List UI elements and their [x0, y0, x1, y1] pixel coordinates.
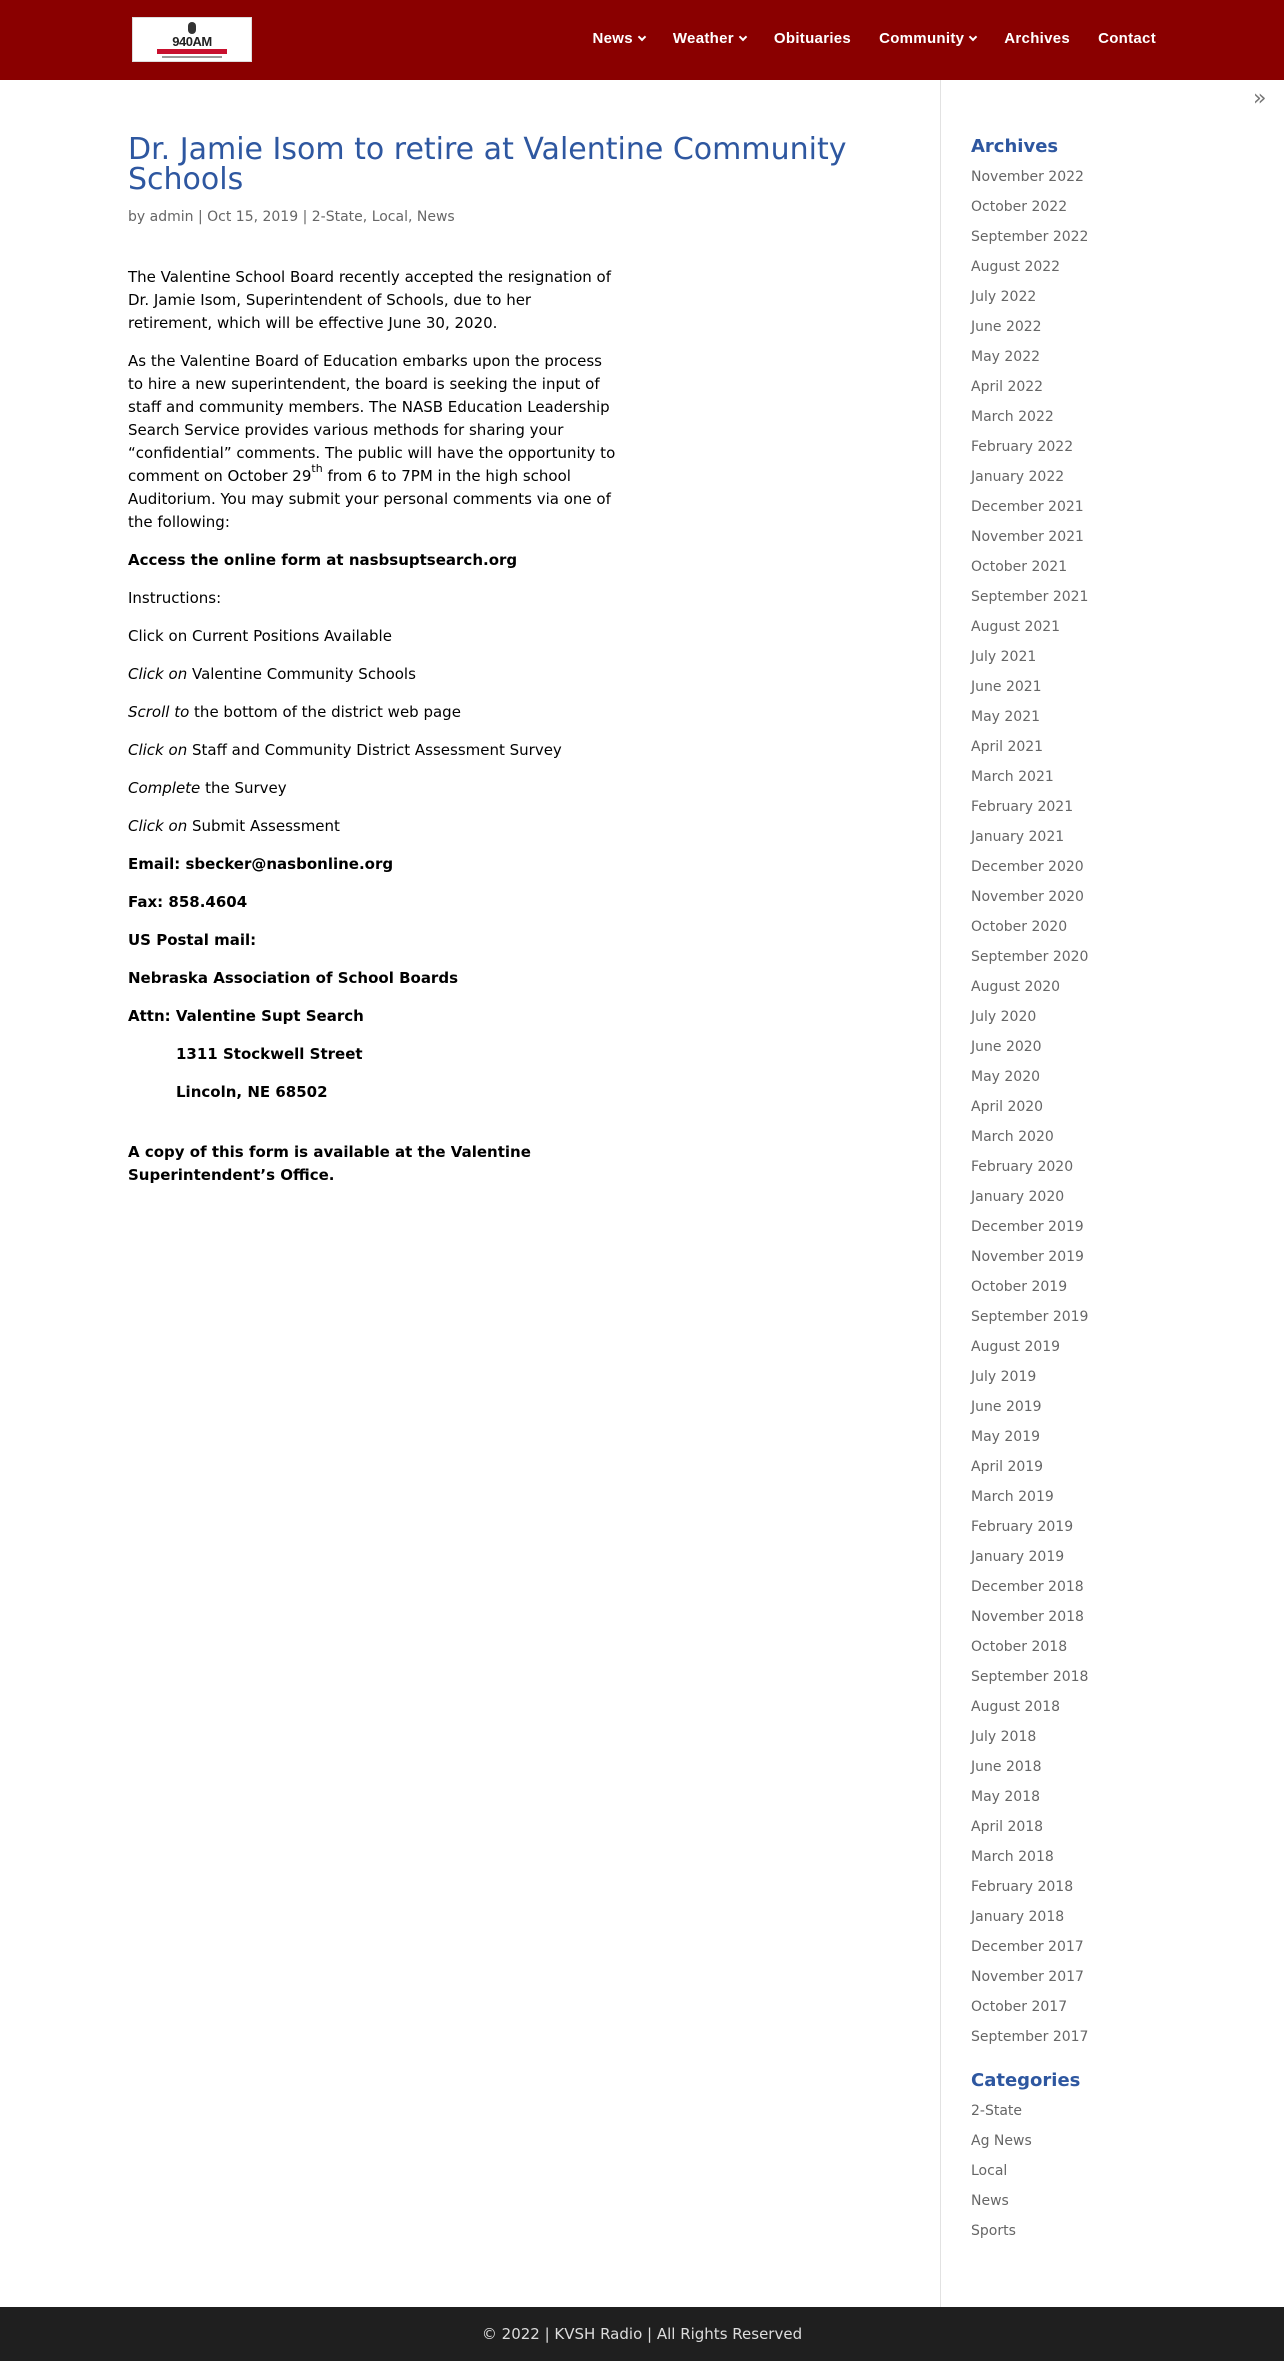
- category-link[interactable]: Ag News: [971, 2133, 1032, 2149]
- archive-link[interactable]: November 2017: [971, 1969, 1084, 1985]
- archives-title: Archives: [971, 136, 1059, 157]
- main-nav: [592, 30, 1156, 47]
- archive-link[interactable]: January 2021: [971, 829, 1065, 845]
- step-verb: Click on: [128, 665, 188, 683]
- archive-link[interactable]: October 2021: [971, 559, 1068, 575]
- archive-link[interactable]: December 2018: [971, 1579, 1084, 1595]
- archive-link[interactable]: June 2020: [971, 1039, 1042, 1055]
- nav-community[interactable]: [879, 30, 976, 47]
- archive-link[interactable]: November 2019: [971, 1249, 1084, 1265]
- category-link[interactable]: Local: [971, 2163, 1008, 2179]
- postal-line: US Postal mail:: [128, 931, 257, 949]
- sidebar-divider: [940, 80, 941, 2307]
- archive-link[interactable]: February 2019: [971, 1519, 1074, 1535]
- online-form-line: Access the online form at nasbsuptsearch.org: [128, 551, 518, 569]
- archive-link[interactable]: June 2018: [971, 1759, 1042, 1775]
- categories-list: [971, 2101, 1251, 2251]
- meta-by: by: [128, 209, 146, 225]
- nav-archives[interactable]: [1004, 30, 1070, 47]
- nav-community-label: Community: [879, 30, 965, 47]
- nav-obituaries[interactable]: [774, 30, 851, 47]
- archive-link[interactable]: October 2019: [971, 1279, 1068, 1295]
- archive-link[interactable]: April 2022: [971, 379, 1044, 395]
- sidebar: [971, 135, 1251, 2251]
- archive-link[interactable]: January 2018: [971, 1909, 1065, 1925]
- step-verb: Complete: [128, 779, 201, 797]
- post-header: [128, 132, 928, 225]
- instruction-step: [128, 815, 618, 838]
- fax-line: Fax: 858.4604: [128, 893, 248, 911]
- archive-link[interactable]: December 2019: [971, 1219, 1084, 1235]
- post-content: [128, 266, 618, 1202]
- instruction-step: [128, 739, 618, 762]
- meta-separator: |: [302, 209, 308, 225]
- microphone-icon: [188, 22, 196, 34]
- category-link[interactable]: Local: [371, 209, 408, 225]
- archive-link[interactable]: April 2018: [971, 1819, 1044, 1835]
- paragraph-text: As the Valentine Board of Education embarks upon the process to hire a new superintendent, the board is seeking the input of staff and community members. The NASB Education Leadership Search Service provides various methods for sharing your “confidential” comments. The public will have the opportunity to comment on October 29: [128, 352, 616, 485]
- paragraph: [128, 350, 618, 534]
- instruction-step: [128, 701, 618, 724]
- archive-link[interactable]: January 2022: [971, 469, 1065, 485]
- org-line: Nebraska Association of School Boards: [128, 969, 458, 987]
- archive-link[interactable]: June 2019: [971, 1399, 1042, 1415]
- email-line: Email: sbecker@nasbonline.org: [128, 855, 394, 873]
- archive-link[interactable]: March 2018: [971, 1849, 1054, 1865]
- archive-link[interactable]: November 2022: [971, 169, 1084, 185]
- archive-link[interactable]: January 2020: [971, 1189, 1065, 1205]
- archive-link[interactable]: April 2019: [971, 1459, 1044, 1475]
- nav-weather[interactable]: [673, 30, 746, 47]
- archive-link[interactable]: February 2022: [971, 439, 1074, 455]
- archive-link[interactable]: August 2019: [971, 1339, 1061, 1355]
- street-line: 1311 Stockwell Street: [176, 1045, 363, 1063]
- archive-link[interactable]: August 2020: [971, 979, 1061, 995]
- copyright-text: © 2022 | KVSH Radio | All Rights Reserved: [481, 2325, 803, 2343]
- archive-link[interactable]: June 2021: [971, 679, 1042, 695]
- ordinal-suffix: th: [311, 462, 323, 475]
- archive-link[interactable]: May 2021: [971, 709, 1041, 725]
- archive-link[interactable]: June 2022: [971, 319, 1042, 335]
- archives-list: [971, 167, 1251, 2057]
- archive-link[interactable]: March 2019: [971, 1489, 1054, 1505]
- archive-link[interactable]: July 2021: [971, 649, 1037, 665]
- archive-link[interactable]: May 2020: [971, 1069, 1041, 1085]
- categories-widget: [971, 2069, 1251, 2251]
- archive-link[interactable]: September 2021: [971, 589, 1089, 605]
- nav-contact-label: Contact: [1098, 30, 1156, 47]
- chevron-down-icon: [638, 32, 646, 40]
- city-line: Lincoln, NE 68502: [176, 1083, 328, 1101]
- paragraph-text: from 6 to 7PM in the high school Auditorium. You may submit your personal comments via one of the following:: [128, 467, 611, 531]
- archive-link[interactable]: March 2022: [971, 409, 1054, 425]
- archive-link[interactable]: October 2018: [971, 1639, 1068, 1655]
- nav-obituaries-label: Obituaries: [773, 30, 852, 47]
- categories-title: Categories: [971, 2070, 1081, 2091]
- step-text: Valentine Community Schools: [187, 665, 416, 683]
- chevron-down-icon: [739, 32, 747, 40]
- step-text: Submit Assessment: [187, 817, 340, 835]
- archive-link[interactable]: September 2020: [971, 949, 1089, 965]
- category-link[interactable]: News: [971, 2193, 1009, 2209]
- category-link[interactable]: Sports: [971, 2223, 1016, 2239]
- author-link[interactable]: admin: [149, 209, 194, 225]
- archive-link[interactable]: January 2019: [971, 1549, 1065, 1565]
- archive-link[interactable]: April 2020: [971, 1099, 1044, 1115]
- post-meta: by admin | Oct 15, 2019 | 2-State, Local, News: [128, 209, 455, 225]
- archive-link[interactable]: November 2021: [971, 529, 1084, 545]
- archive-link[interactable]: December 2017: [971, 1939, 1084, 1955]
- site-header: [0, 0, 1284, 80]
- archive-link[interactable]: February 2018: [971, 1879, 1074, 1895]
- spacer: [128, 1119, 618, 1141]
- archive-link[interactable]: March 2021: [971, 769, 1054, 785]
- archive-link[interactable]: September 2018: [971, 1669, 1089, 1685]
- archive-link[interactable]: February 2021: [971, 799, 1074, 815]
- nav-news[interactable]: [592, 30, 644, 47]
- category-link[interactable]: 2-State: [311, 209, 363, 225]
- archive-link[interactable]: September 2017: [971, 2029, 1089, 2045]
- instruction-step: Click on Current Positions Available: [128, 627, 392, 645]
- nav-contact[interactable]: [1098, 30, 1156, 47]
- archive-link[interactable]: October 2022: [971, 199, 1068, 215]
- archive-link[interactable]: October 2020: [971, 919, 1068, 935]
- archive-link[interactable]: August 2021: [971, 619, 1061, 635]
- post-date: Oct 15, 2019: [207, 209, 299, 225]
- nav-archives-label: Archives: [1004, 30, 1071, 47]
- instructions-label: Instructions:: [128, 589, 222, 607]
- archive-link[interactable]: November 2020: [971, 889, 1084, 905]
- step-verb: Click on: [128, 817, 188, 835]
- archive-link[interactable]: May 2019: [971, 1429, 1041, 1445]
- site-footer: [0, 2307, 1284, 2361]
- archive-link[interactable]: August 2018: [971, 1699, 1061, 1715]
- archive-link[interactable]: December 2020: [971, 859, 1084, 875]
- category-link[interactable]: 2-State: [971, 2103, 1023, 2119]
- post-title: Dr. Jamie Isom to retire at Valentine Community Schools: [128, 132, 847, 197]
- logo-text: 940AM: [172, 33, 212, 49]
- meta-separator: |: [197, 209, 203, 225]
- step-text: the Survey: [200, 779, 287, 797]
- chevron-down-icon: [969, 32, 977, 40]
- archive-link[interactable]: August 2022: [971, 259, 1061, 275]
- archive-link[interactable]: July 2019: [971, 1369, 1037, 1385]
- step-text: Staff and Community District Assessment Survey: [187, 741, 562, 759]
- double-chevron-right-icon[interactable]: »: [1253, 86, 1267, 111]
- archive-link[interactable]: May 2018: [971, 1789, 1041, 1805]
- archive-link[interactable]: May 2022: [971, 349, 1041, 365]
- step-text: the bottom of the district web page: [189, 703, 461, 721]
- archive-link[interactable]: July 2022: [971, 289, 1037, 305]
- copy-note: A copy of this form is available at the Valentine Superintendent’s Office.: [128, 1143, 531, 1184]
- logo-tagline: [162, 56, 222, 58]
- archive-link[interactable]: February 2020: [971, 1159, 1074, 1175]
- category-link[interactable]: News: [416, 209, 455, 225]
- site-logo[interactable]: [132, 17, 252, 62]
- archive-link[interactable]: October 2017: [971, 1999, 1068, 2015]
- instruction-step: [128, 663, 618, 686]
- instruction-step: [128, 777, 618, 800]
- archive-link[interactable]: September 2019: [971, 1309, 1089, 1325]
- paragraph: The Valentine School Board recently accepted the resignation of Dr. Jamie Isom, Superintendent of Schools, due to her retirement, which will be effective June 30, 2020.: [128, 268, 612, 332]
- logo-bar: [157, 49, 227, 54]
- nav-weather-label: Weather: [672, 30, 734, 47]
- archive-link[interactable]: March 2020: [971, 1129, 1054, 1145]
- archive-link[interactable]: November 2018: [971, 1609, 1084, 1625]
- step-verb: Scroll to: [128, 703, 190, 721]
- archive-link[interactable]: April 2021: [971, 739, 1044, 755]
- nav-news-label: News: [592, 30, 633, 47]
- archive-link[interactable]: July 2020: [971, 1009, 1037, 1025]
- archive-link[interactable]: September 2022: [971, 229, 1089, 245]
- archive-link[interactable]: July 2018: [971, 1729, 1037, 1745]
- attn-line: Attn: Valentine Supt Search: [128, 1007, 364, 1025]
- step-verb: Click on: [128, 741, 188, 759]
- archive-link[interactable]: December 2021: [971, 499, 1084, 515]
